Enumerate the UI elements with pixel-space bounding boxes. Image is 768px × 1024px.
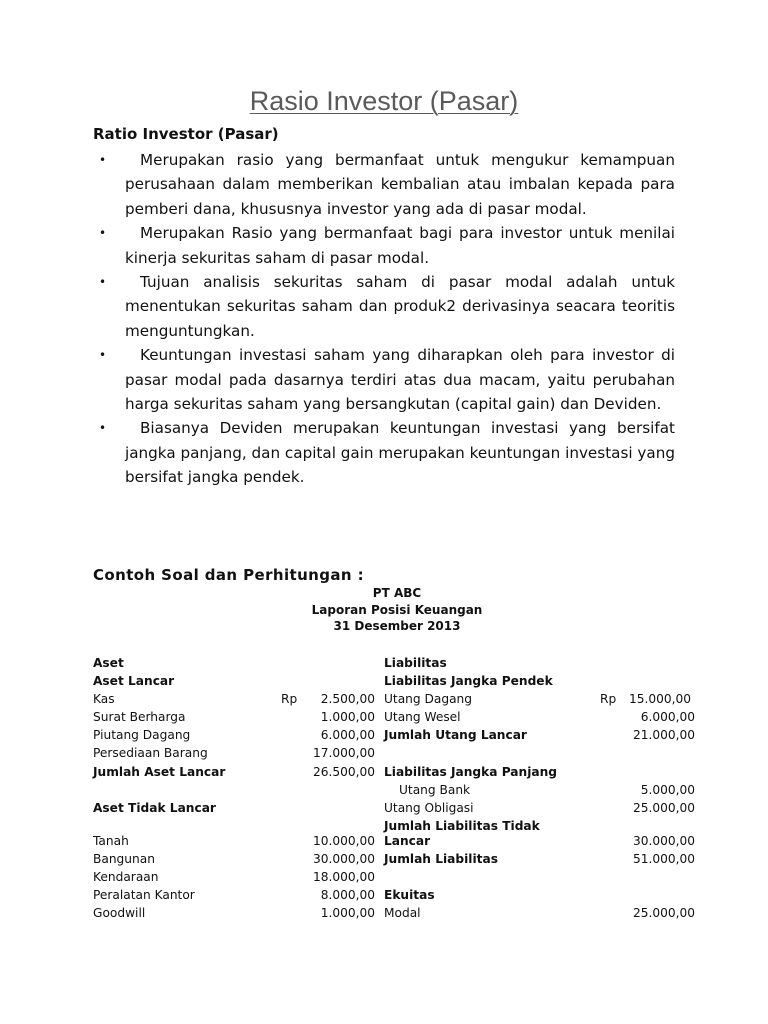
right-label: Modal xyxy=(384,906,421,920)
left-label: Persediaan Barang xyxy=(93,746,208,760)
right-label: Liabilitas Jangka Pendek xyxy=(384,674,553,688)
table-row xyxy=(0,868,768,886)
report-date: 31 Desember 2013 xyxy=(333,619,461,633)
table-row xyxy=(0,850,768,868)
right-value: 5.000,00 xyxy=(640,783,695,797)
table-row xyxy=(0,708,768,726)
left-value: 26.500,00 xyxy=(312,765,375,779)
bullet-text: Merupakan rasio yang bermanfaat untuk mengukur kemampuan perusahaan dalam memberikan kembalian atau imbalan kepada para pemberi dana, khususnya investor yang ada di pasar modal. xyxy=(125,151,675,218)
left-label: Aset xyxy=(93,656,124,670)
left-label: Kendaraan xyxy=(93,870,159,884)
right-value: 6.000,00 xyxy=(640,710,695,724)
right-value: 30.000,00 xyxy=(632,834,695,848)
right-value: 25.000,00 xyxy=(632,906,695,920)
bullet-icon: • xyxy=(99,226,107,241)
left-label: Goodwill xyxy=(93,906,146,920)
section-heading: Ratio Investor (Pasar) xyxy=(93,125,279,143)
left-currency: Rp xyxy=(281,692,298,706)
right-label: Liabilitas Jangka Panjang xyxy=(384,765,558,779)
bullet-icon: • xyxy=(99,421,107,436)
right-currency: Rp xyxy=(600,692,617,706)
left-label: Piutang Dagang xyxy=(93,728,191,742)
right-label: Ekuitas xyxy=(384,888,435,902)
left-value: 1.000,00 xyxy=(320,906,375,920)
right-label: Utang Dagang xyxy=(384,692,473,706)
table-row xyxy=(0,672,768,690)
bullet-icon: • xyxy=(99,348,107,363)
table-row xyxy=(0,904,768,922)
table-row xyxy=(0,781,768,799)
bullet-icon: • xyxy=(99,153,107,167)
left-value: 1.000,00 xyxy=(320,710,375,724)
table-row xyxy=(0,886,768,904)
right-value: 21.000,00 xyxy=(632,728,695,742)
right-label: Utang Wesel xyxy=(384,710,461,724)
right-label: Jumlah Liabilitas Tidak xyxy=(384,819,540,833)
right-value: 25.000,00 xyxy=(632,801,695,815)
left-label: Aset Lancar xyxy=(93,674,175,688)
bullet-item xyxy=(93,148,675,221)
left-label: Jumlah Aset Lancar xyxy=(93,765,226,779)
left-label: Kas xyxy=(93,692,115,706)
left-label: Aset Tidak Lancar xyxy=(93,801,216,815)
right-label: Utang Obligasi xyxy=(384,801,474,815)
left-label: Surat Berharga xyxy=(93,710,186,724)
left-value: 30.000,00 xyxy=(312,852,375,866)
right-label: Lancar xyxy=(384,834,431,848)
left-label: Bangunan xyxy=(93,852,155,866)
bullet-item xyxy=(93,343,675,416)
left-value: 8.000,00 xyxy=(320,888,375,902)
table-row xyxy=(0,744,768,762)
table-row xyxy=(0,799,768,817)
right-label: Jumlah Utang Lancar xyxy=(384,728,527,742)
bullet-item xyxy=(93,416,675,489)
table-row xyxy=(0,726,768,744)
bullet-icon: • xyxy=(99,275,107,290)
bullet-item xyxy=(93,270,675,343)
right-label: Liabilitas xyxy=(384,656,447,670)
right-label: Jumlah Liabilitas xyxy=(384,852,498,866)
left-value: 17.000,00 xyxy=(312,746,375,760)
bullet-text: Biasanya Deviden merupakan keuntungan investasi yang bersifat jangka panjang, dan capital gain merupakan keuntungan investasi yang bersifat jangka pendek. xyxy=(125,419,675,487)
right-value: 51.000,00 xyxy=(632,852,695,866)
report-title: Laporan Posisi Keuangan xyxy=(311,603,483,617)
bullet-text: Merupakan Rasio yang bermanfaat bagi para investor untuk menilai kinerja sekuritas saham di pasar modal. xyxy=(125,224,675,267)
report-company: PT ABC xyxy=(372,586,422,600)
bullet-list xyxy=(93,148,675,490)
left-label: Peralatan Kantor xyxy=(93,888,195,902)
table-row xyxy=(0,832,768,850)
right-label: Utang Bank xyxy=(399,783,471,797)
left-value: 2.500,00 xyxy=(320,692,375,706)
table-row xyxy=(0,690,768,708)
page-title: Rasio Investor (Pasar) xyxy=(249,86,519,116)
bullet-item xyxy=(93,221,675,270)
bullet-text: Keuntungan investasi saham yang diharapkan oleh para investor di pasar modal pada dasarnya terdiri atas dua macam, yaitu perubahan harga sekuritas saham yang bersangkutan (capital gain) dan Deviden. xyxy=(125,346,675,414)
left-value: 6.000,00 xyxy=(320,728,375,742)
table-row xyxy=(0,654,768,672)
left-label: Tanah xyxy=(93,834,129,848)
right-value: 15.000,00 xyxy=(628,692,691,706)
bullet-text: Tujuan analisis sekuritas saham di pasar modal adalah untuk menentukan sekuritas saham dan produk2 derivasinya seacara teoritis menguntungkan. xyxy=(125,273,675,340)
example-heading: Contoh Soal dan Perhitungan : xyxy=(93,566,364,584)
left-value: 10.000,00 xyxy=(312,834,375,848)
table-row xyxy=(0,763,768,781)
left-value: 18.000,00 xyxy=(312,870,375,884)
